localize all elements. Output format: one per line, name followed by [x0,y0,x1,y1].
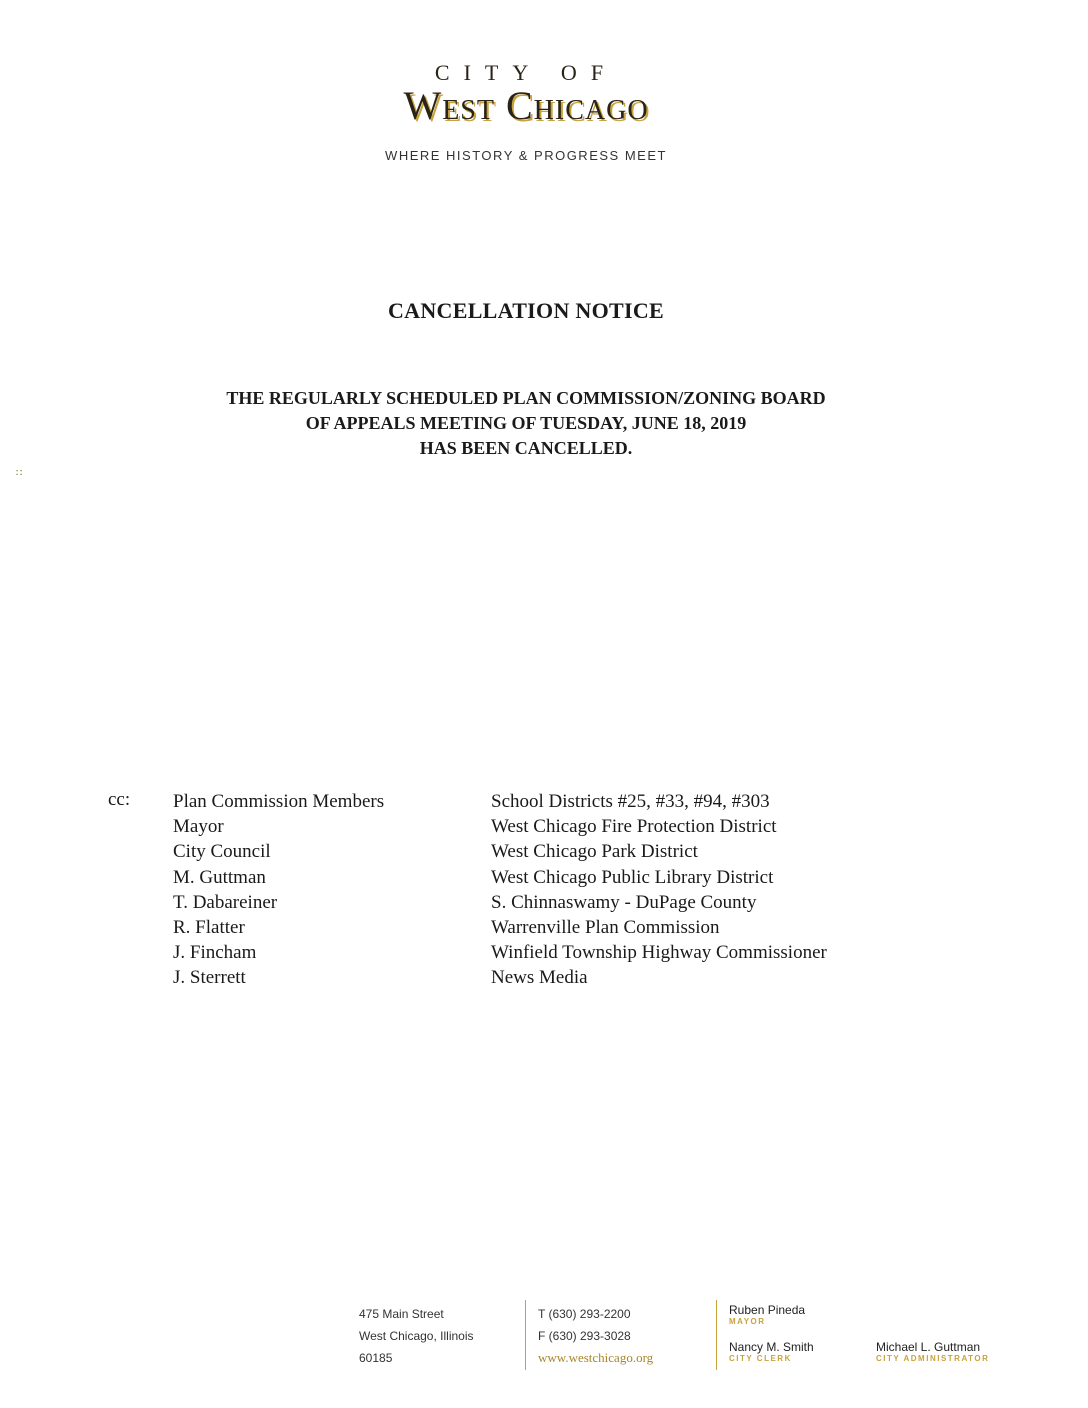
list-item: J. Sterrett [173,967,246,989]
list-item: School Districts #25, #33, #94, #303 [491,791,770,812]
notice-body [0,386,1052,461]
list-item: City Council [173,841,271,863]
list-item: West Chicago Fire Protection District [491,816,777,838]
notice-line: THE REGULARLY SCHEDULED PLAN COMMISSION/ZONING BOARD [226,388,826,408]
list-item: Plan Commission Members [173,791,385,812]
letterhead-city-of: CITY OF [434,60,618,85]
cc-list-right [491,789,827,991]
list-item: T. Dabareiner [173,891,278,913]
person-role: MAYOR [729,1317,766,1326]
list-item: J. Fincham [173,942,257,964]
address-line: 60185 [359,1351,393,1365]
person-role: CITY ADMINISTRATOR [876,1354,990,1363]
footer-person-administrator [876,1340,989,1363]
list-item: News Media [491,967,588,989]
footer-person-clerk [729,1340,814,1363]
footer-phone: T (630) 293-2200 [538,1307,631,1321]
letterhead-city-name: West Chicago [403,83,649,128]
notice-line: OF APPEALS MEETING OF TUESDAY, JUNE 18, 2019 [305,413,747,433]
list-item: West Chicago Park District [491,841,698,863]
list-item: Winfield Township Highway Commissioner [491,942,827,964]
scan-mark-icon: ∷ [16,468,23,479]
list-item: R. Flatter [173,917,245,939]
footer-fax: F (630) 293-3028 [538,1329,631,1343]
person-name: Nancy M. Smith [729,1340,814,1354]
address-line: West Chicago, Illinois [359,1329,474,1343]
footer-website-link[interactable]: www.westchicago.org [538,1350,654,1365]
notice-line: HAS BEEN CANCELLED. [419,438,633,458]
list-item: Warrenville Plan Commission [491,917,720,939]
footer-divider [525,1300,526,1370]
person-name: Michael L. Guttman [876,1340,981,1354]
cc-list-left [173,789,384,991]
page-title: CANCELLATION NOTICE [387,298,665,323]
letterhead-tagline: WHERE HISTORY & PROGRESS MEET [385,148,667,163]
footer-contact [538,1303,653,1369]
footer-address [359,1303,474,1369]
list-item: West Chicago Public Library District [491,866,774,888]
person-name: Ruben Pineda [729,1303,806,1317]
footer-person-mayor [729,1303,805,1326]
person-role: CITY CLERK [729,1354,792,1363]
list-item: M. Guttman [173,866,266,888]
list-item: S. Chinnaswamy - DuPage County [491,891,757,913]
footer-divider [716,1300,717,1370]
list-item: Mayor [173,816,224,838]
address-line: 475 Main Street [359,1307,444,1321]
cc-label: cc: [108,789,131,810]
